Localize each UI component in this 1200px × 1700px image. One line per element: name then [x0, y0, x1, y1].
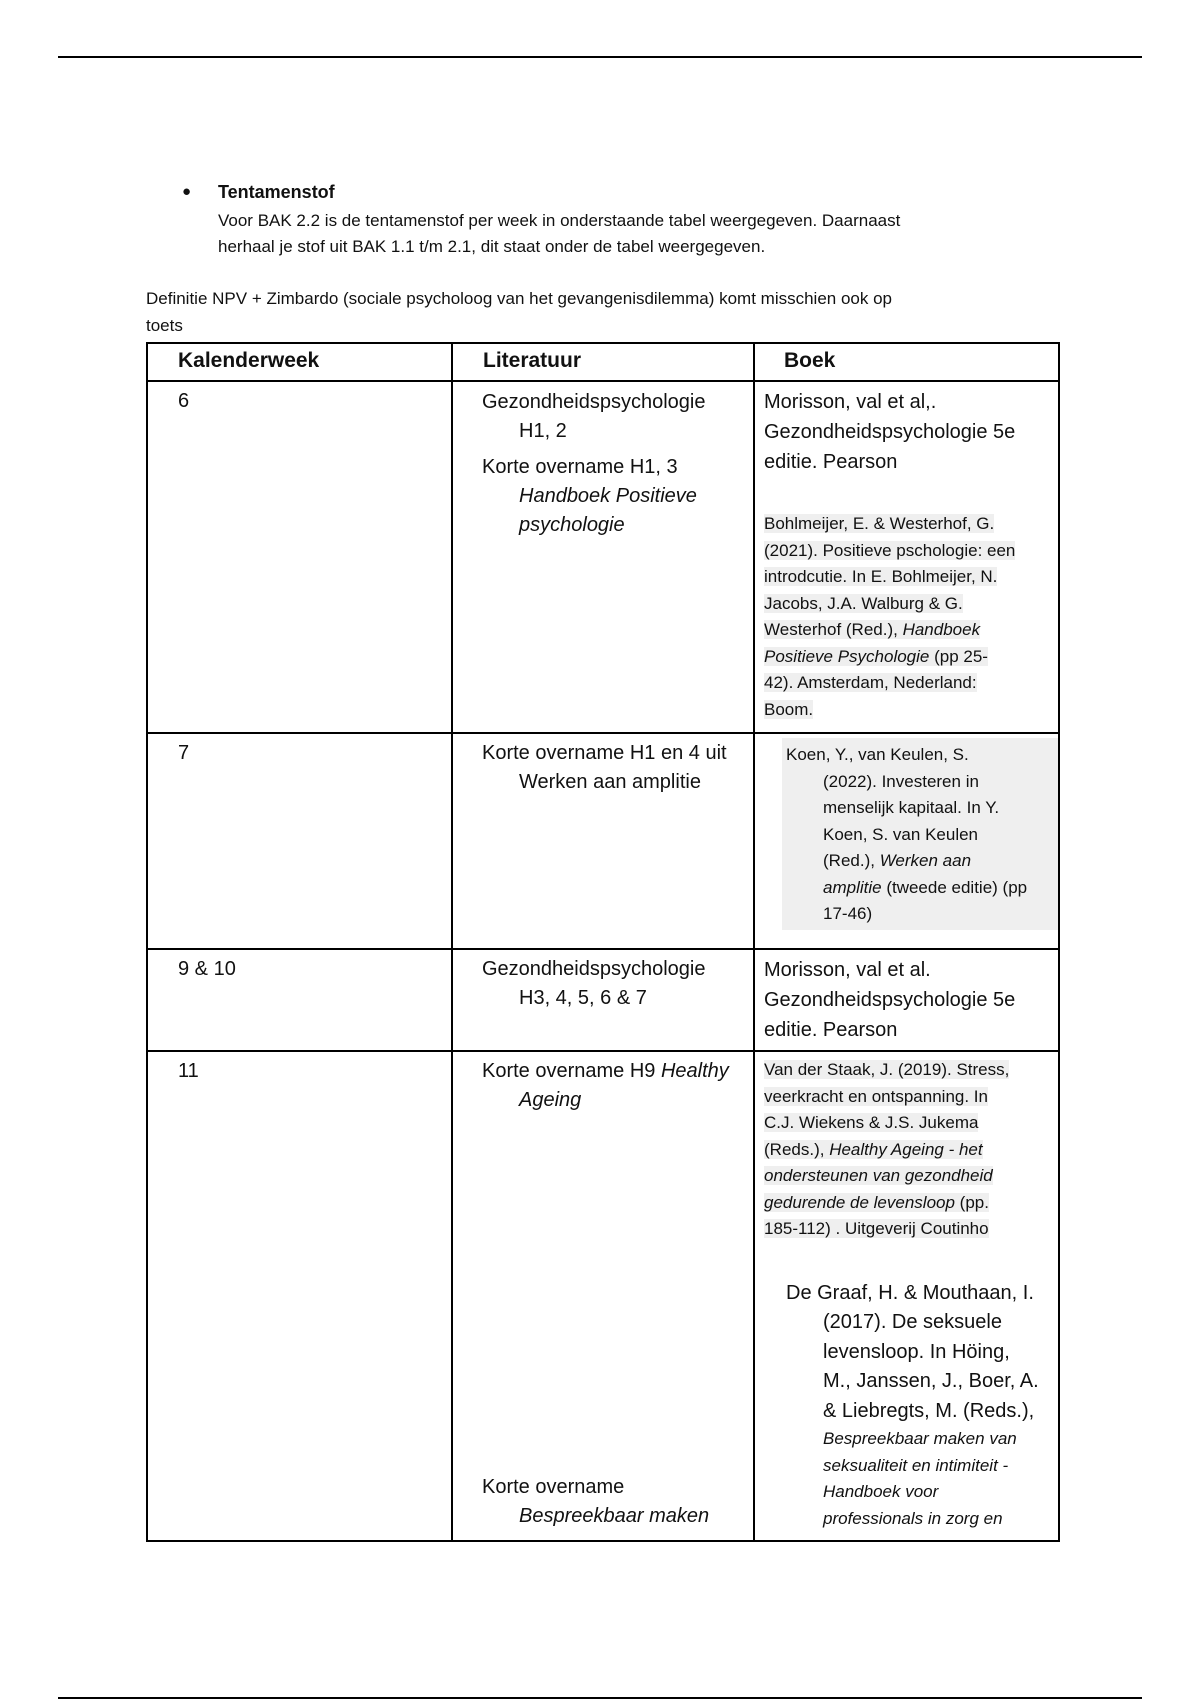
table-row [147, 1051, 1059, 1541]
book-citation: De Graaf, H. & Mouthaan, I. (2017). De seksuele levensloop. In Höing, M., Janssen, J., Boer, A. & Liebregts, M. (Reds.), Bespreekbaar maken van seksualiteit en intimiteit - Handboek voor professionals in zorg en [786, 1281, 1039, 1528]
book-citation: Van der Staak, J. (2019). Stress, veerkracht en ontspanning. In C.J. Wiekens & J.S. Jukema (Reds.), Healthy Ageing - het ondersteunen van gezondheid gedurende de levensloop (pp. 185-112) . Uitgeverij Coutinho [764, 1060, 1010, 1238]
exam-note [146, 285, 1066, 339]
week-cell: 6 [178, 390, 190, 412]
header-literature: Literatuur [452, 343, 754, 381]
table-row [147, 733, 1059, 949]
week-cell: 9 & 10 [178, 958, 236, 980]
book-reference: Morisson, val et al,. Gezondheidspsychologie 5e editie. Pearson [764, 391, 1016, 473]
literature-entry: Korte overname H1 en 4 uit Werken aan amplitie [482, 742, 727, 793]
section-intro [218, 208, 1058, 260]
intro-line-1: Voor BAK 2.2 is de tentamenstof per week in onderstaande tabel weergegeven. Daarnaast [218, 211, 901, 230]
table-row [147, 949, 1059, 1051]
book-citation: Koen, Y., van Keulen, S. (2022). Investeren in menselijk kapitaal. In Y. Koen, S. van Keulen (Red.), Werken aan amplitie (tweede editie) (pp 17-46) [782, 738, 1058, 930]
section-title: Tentamenstof [218, 182, 335, 202]
week-cell: 7 [178, 742, 190, 764]
note-line-2: toets [146, 316, 183, 335]
bullet-dot: ● [182, 183, 192, 200]
book-reference: Morisson, val et al. Gezondheidspsychologie 5e editie. Pearson [764, 959, 1016, 1041]
page-bottom-rule [58, 1697, 1142, 1699]
header-book: Boek [754, 343, 1059, 381]
literature-entry: Gezondheidspsychologie H3, 4, 5, 6 & 7 [482, 958, 706, 1009]
intro-line-2: herhaal je stof uit BAK 1.1 t/m 2.1, dit staat onder de tabel weergegeven. [218, 237, 766, 256]
header-week: Kalenderweek [147, 343, 452, 381]
page-top-rule [58, 56, 1142, 58]
literature-entry: Korte overname Bespreekbaar maken [482, 1476, 710, 1527]
literature-entry: Korte overname H1, 3 Handboek Positieve psychologie [482, 456, 697, 536]
literature-entry: Korte overname H9 Healthy Ageing [482, 1060, 729, 1111]
week-cell: 11 [178, 1060, 199, 1082]
literature-entry: Gezondheidspsychologie H1, 2 [482, 391, 706, 442]
table-row [147, 381, 1059, 733]
literature-table [146, 342, 1060, 1542]
note-line-1: Definitie NPV + Zimbardo (sociale psycholoog van het gevangenisdilemma) komt misschien ook op [146, 289, 892, 308]
table-header-row [147, 343, 1059, 381]
book-citation: Bohlmeijer, E. & Westerhof, G. (2021). Positieve pschologie: een introdcutie. In E. Bohlmeijer, N. Jacobs, J.A. Walburg & G. Westerhof (Red.), Handboek Positieve Psychologie (pp 25- 42). Amsterdam, Nederland: Boom. [764, 514, 1016, 719]
